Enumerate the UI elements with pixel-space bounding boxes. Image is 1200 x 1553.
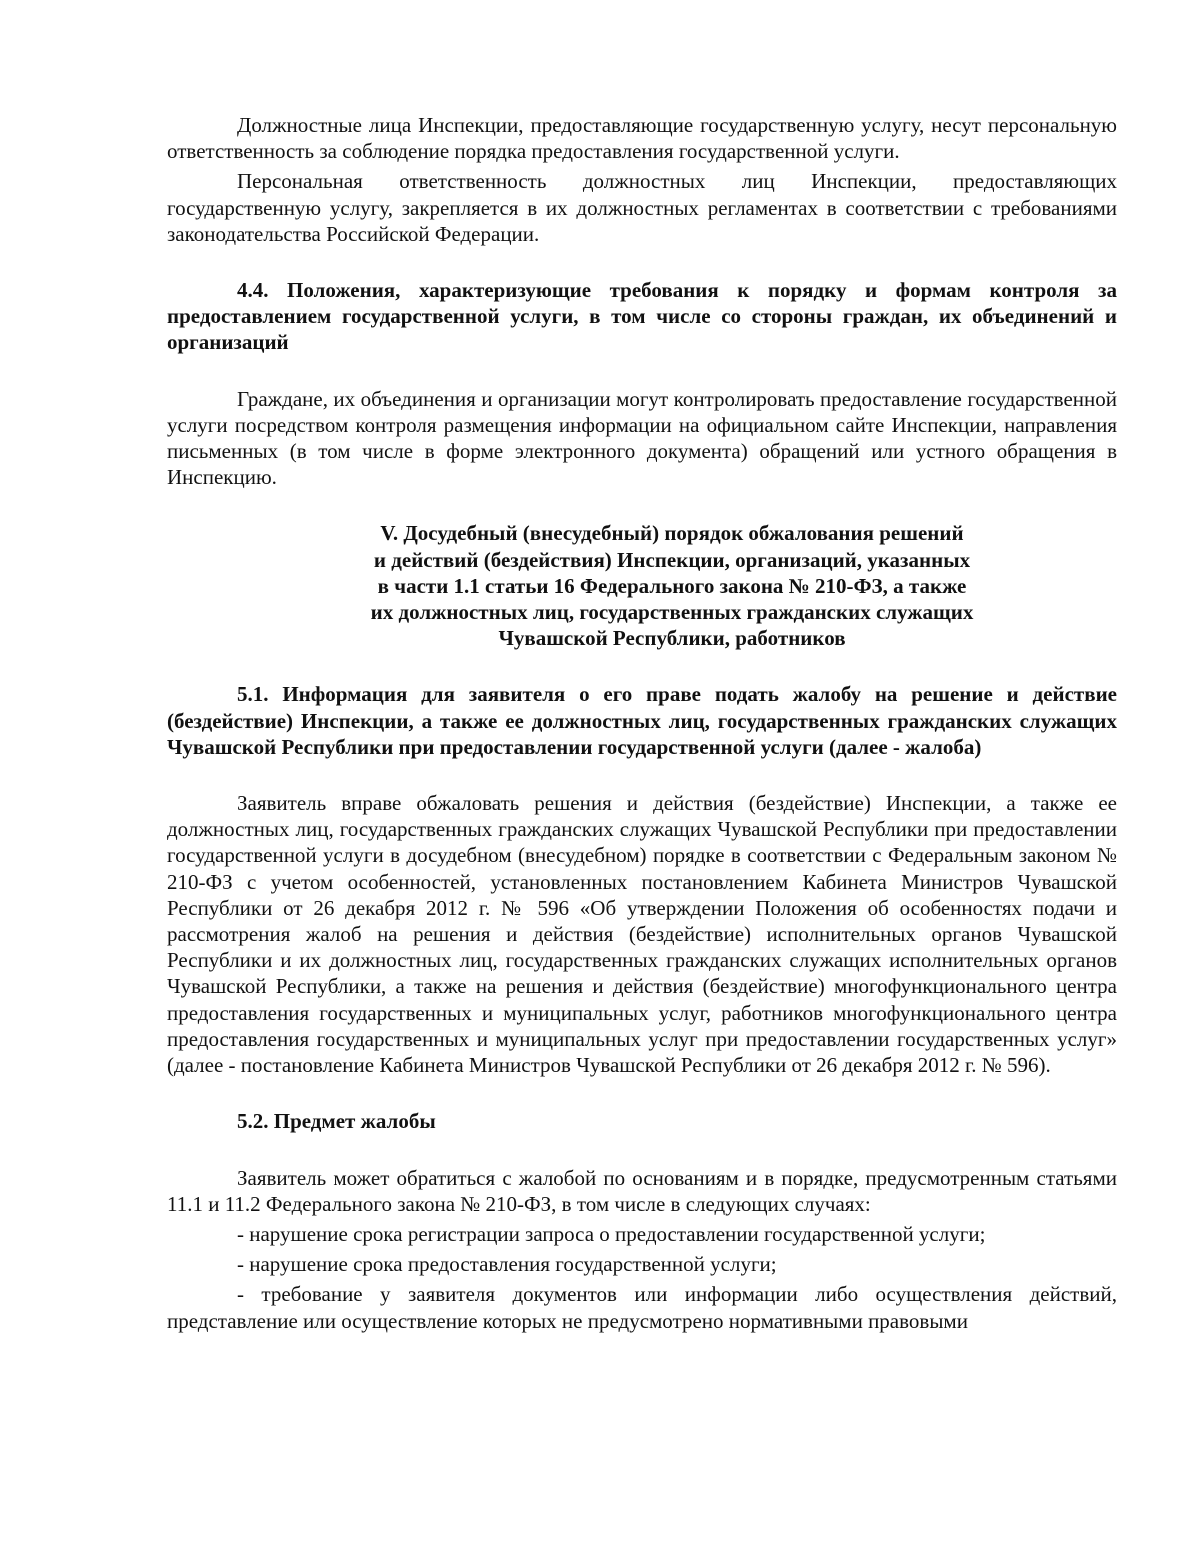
section-v-title-line: их должностных лиц, государственных гражданских служащих [370,600,974,625]
section-v-title-line: и действий (бездействия) Инспекции, организаций, указанных [373,547,971,572]
paragraph-responsibility: Должностные лица Инспекции, предоставляющие государственную услугу, несут персональную ответственность за соблюдение порядка предоставления государственной услуги. [167,113,1117,164]
paragraph-personal-responsibility: Персональная ответственность должностных лиц Инспекции, предоставляющих государственную услугу, закрепляется в их должностных регламентах в соответствии с требованиями законодательства Российской Федерации. [167,169,1117,246]
paragraph-appeal-right: Заявитель вправе обжаловать решения и действия (бездействие) Инспекции, а также ее должностных лиц, государственных гражданских служащих Чувашской Республики при предоставлении государственной услуги в досудебном (внесудебном) порядке в соответствии с Федеральным законом № 210-ФЗ с учетом особенностей, установленных постановлением Кабинета Министров Чувашской Республики от 26 декабря 2012 г. № 596 «Об утверждении Положения об особенностях подачи и рассмотрения жалоб на решения и действия (бездействие) исполнительных органов Чувашской Республики и их должностных лиц, государственных гражданских служащих исполнительных органов Чувашской Республики, а также на решения и действия (бездействие) многофункционального центра предоставления государственных и муниципальных услуг, работников многофункционального центра предоставления государственных и муниципальных услуг при предоставлении государственных услуг» (далее - постановление Кабинета Министров Чувашской Республики от 26 декабря 2012 г. № 596). [167,791,1117,1078]
heading-4-4: 4.4. Положения, характеризующие требования к порядку и формам контроля за предоставлением государственной услуги, в том числе со стороны граждан, их объединений и организаций [167,278,1117,355]
document-page [167,112,1117,1334]
paragraph-complaint-grounds: Заявитель может обратиться с жалобой по основаниям и в порядке, предусмотренным статьями 11.1 и 11.2 Федерального закона № 210-ФЗ, в том числе в следующих случаях: [167,1165,1117,1216]
section-v-title [312,520,1032,651]
list-item: - нарушение срока регистрации запроса о предоставлении государственной услуги; [237,1221,986,1246]
list-item: - требование у заявителя документов или информации либо осуществления действий, представление или осуществление которых не предусмотрено нормативными правовыми [167,1282,1117,1333]
section-v-title-line: V. Досудебный (внесудебный) порядок обжалования решений [380,521,964,546]
section-v-title-line: Чувашской Республики, работников [498,626,846,651]
list-item: - нарушение срока предоставления государственной услуги; [237,1252,777,1277]
section-v-title-line: в части 1.1 статьи 16 Федерального закона № 210-ФЗ, а также [377,573,967,598]
paragraph-citizen-control: Граждане, их объединения и организации могут контролировать предоставление государственной услуги посредством контроля размещения информации на официальном сайте Инспекции, направления письменных (в том числе в форме электронного документа) обращений или устного обращения в Инспекцию. [167,386,1117,490]
heading-5-2: 5.2. Предмет жалобы [237,1109,436,1134]
heading-5-1: 5.1. Информация для заявителя о его праве подать жалобу на решение и действие (бездействие) Инспекции, а также ее должностных лиц, государственных гражданских служащих Чувашской Республики при предоставлении государственной услуги (далее - жалоба) [167,682,1117,759]
